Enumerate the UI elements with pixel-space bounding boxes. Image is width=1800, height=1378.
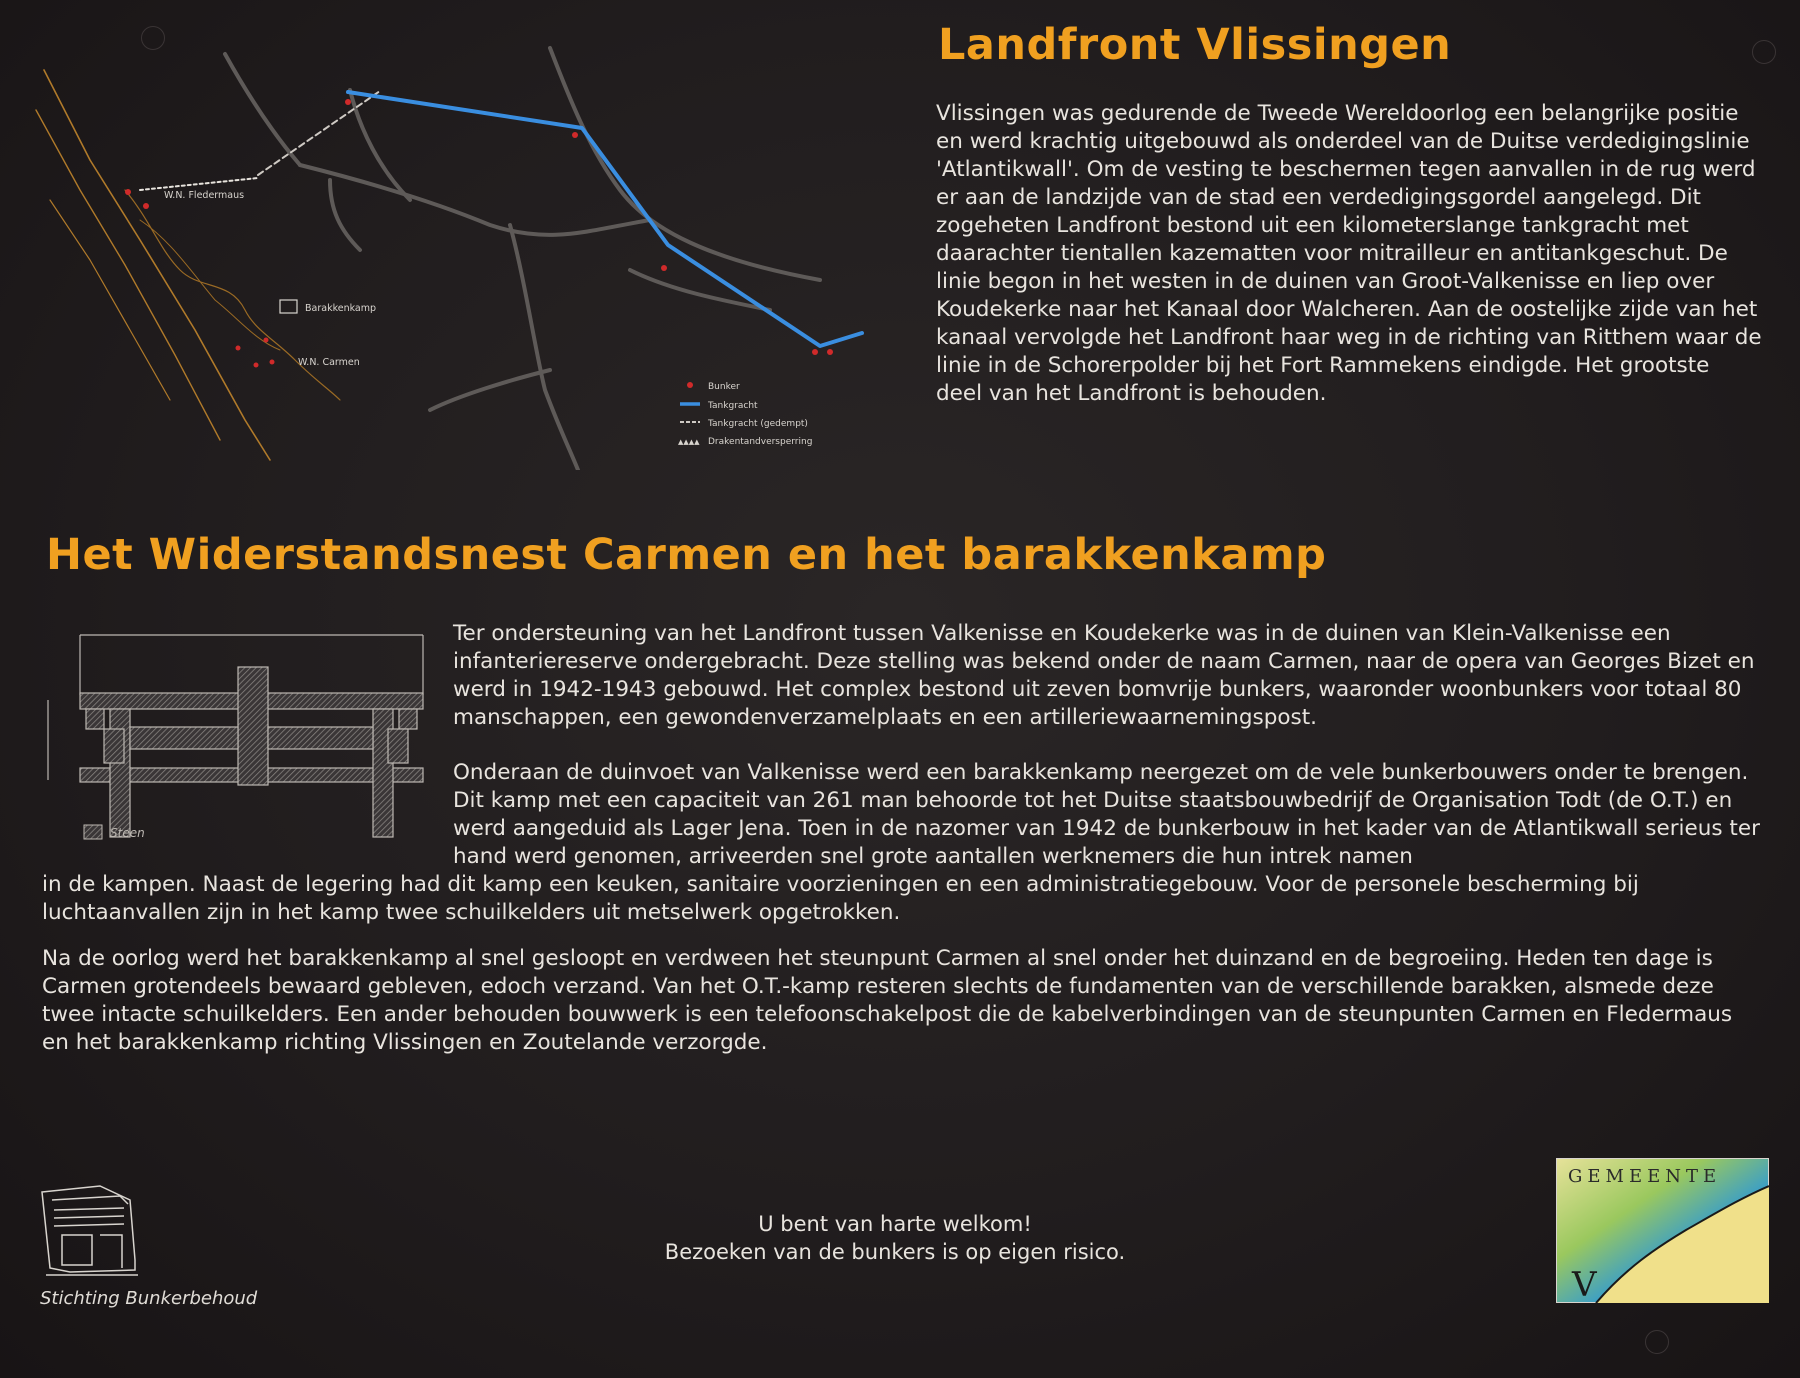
label-fledermaus: W.N. Fledermaus (164, 190, 245, 201)
landfront-map (30, 40, 870, 470)
section2-paragraph-1: Ter ondersteuning van het Landfront tussen Valkenisse en Koudekerke was in de duinen van Klein-Valkenisse een infanteriereserve ondergebracht. Deze stelling was bekend onder de naam Carmen, naar de opera van Georges Bizet en werd in 1942-1943 gebouwd. Het complex bestond uit zeven bomvrije bunkers, waaronder woonbunkers voor totaal 80 manschappen, een gewondenverzamelplaats en een artilleriewaarnemingspost. (453, 621, 1755, 730)
legend-tankgracht-gedempt: Tankgracht (gedempt) (708, 419, 808, 429)
section1-body: Vlissingen was gedurende de Tweede Wereldoorlog een belangrijke positie en werd krachtig uitgebouwd als onderdeel van de Duitse verdedigingslinie 'Atlantikwall'. Om de vesting te beschermen tegen aanvallen in de rug werd er aan de landzijde van de stad een verdedigingsgordel aangelegd. Dit zogeheten Landfront bestond uit een kilometerslange tankgracht met daarachter tientallen kazematten voor mitrailleur en antitankgeschut. De linie begon in het westen in de duinen van Groot-Valkenisse en liep over Koudekerke naar het Kanaal door Walcheren. Aan de oostelijke zijde van het kanaal vervolgde het Landfront haar weg in de richting van Ritthem waar de linie in de Schorerpolder bij het Fort Rammekens eindigde. Het grootste deel van het Landfront is behouden. (936, 101, 1762, 406)
section2-paragraph-2-indented: Onderaan de duinvoet van Valkenisse werd een barakkenkamp neergezet om de vele bunkerbouwers onder te brengen. Dit kamp met een capaciteit van 261 man behoorde tot het Duitse staatsbouwbedrijf de Organisation Todt (de O.T.) en werd aangeduid als Lager Jena. Toen in de nazomer van 1942 de bunkerbouw in het kader van de Atlantikwall serieus ter hand werd genomen, arriveerden snel grote aantallen werknemers die hun intrek namen (453, 760, 1760, 869)
section2-paragraph-2-full: in de kampen. Naast de legering had dit kamp een keuken, sanitaire voorzieningen en een administratiegebouw. Voor de personele bescherming bij luchtaanvallen zijn in het kamp twee schuilkelders uit metselwerk opgetrokken. (42, 872, 1639, 925)
map-legend (678, 382, 812, 447)
barakkenkamp-symbol (280, 300, 297, 313)
municipality-letter: V (1572, 1265, 1597, 1303)
municipality-logo (1556, 1158, 1769, 1303)
dune-edge (125, 190, 340, 400)
tankgracht (348, 92, 862, 346)
label-carmen: W.N. Carmen (298, 357, 360, 368)
label-barakkenkamp: Barakkenkamp (305, 303, 377, 314)
section2-paragraph-3: Na de oorlog werd het barakkenkamp al snel gesloopt en verdween het steunpunt Carmen al snel onder het duinzand en de begroeiing. Heden ten dage is Carmen grotendeels bewaard gebleven, edoch verzand. Van het O.T.-kamp resteren slechts de fundamenten van de verschillende barakken, alsmede deze twee intacte schuilkelders. Een ander behouden bouwwerk is een telefoonschakelpost die de kabelverbindingen van de steunpunten Carmen en Fledermaus en het barakkenkamp richting Vlissingen en Zoutelande verzorgde. (42, 946, 1733, 1055)
coastline (44, 70, 270, 460)
coastline (36, 110, 220, 440)
steen-legend-label: Steen (110, 826, 145, 840)
welcome-message (560, 1210, 1230, 1266)
section2-title: Het Widerstandsnest Carmen en het barakkenkamp (46, 530, 1327, 580)
municipality-text: GEMEENTE (1568, 1166, 1722, 1187)
bunker-markers (125, 99, 833, 368)
screw-bottom-right (1645, 1330, 1669, 1354)
triangles-icon: ▲▲▲▲ (678, 438, 700, 446)
legend-tankgracht: Tankgracht (708, 401, 758, 411)
risk-line: Bezoeken van de bunkers is op eigen risico. (664, 1240, 1126, 1264)
section2-paragraph-2 (42, 759, 1767, 927)
screw-top-right (1752, 40, 1776, 64)
section1-title: Landfront Vlissingen (938, 20, 1452, 70)
bunker-marker-icon (687, 382, 693, 388)
legend-drakentand: Drakentandversperring (708, 437, 813, 447)
welcome-line: U bent van harte welkom! (758, 1212, 1032, 1236)
organization-name: Stichting Bunkerbehoud (40, 1288, 258, 1309)
legend-bunker: Bunker (708, 382, 740, 392)
drakentandversperring (140, 178, 258, 190)
